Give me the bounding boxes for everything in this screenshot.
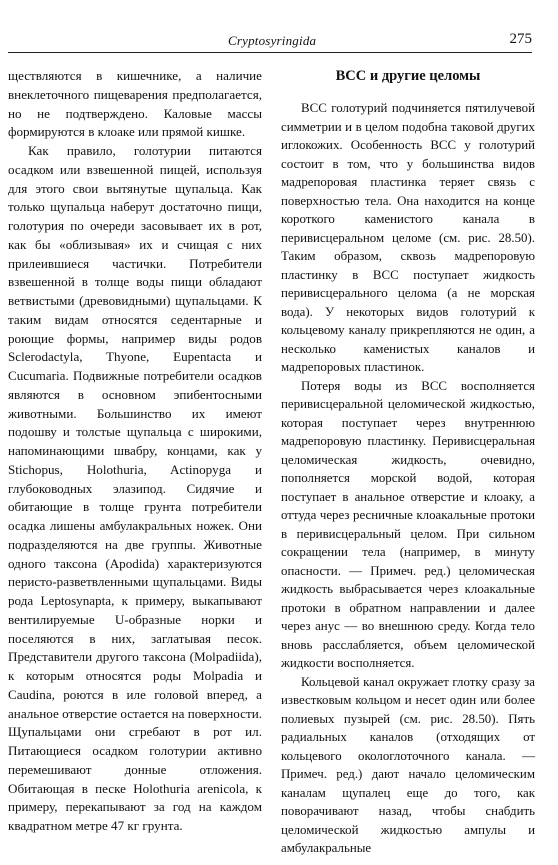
paragraph: Как правило, голотурии питаются осадком или взвешенной пищей, используя для этого свои вытянутые щупальца. Как только щупальца наберут достаточно пищи, голотурия по очереди засовывает их в рот, как бы «облизывая» их и счищая с них прилеившиеся частички. Потребители взвешенной в толще воды пищи обладают ветвистыми (древовидными) щупальцами. К таким видам относятся седентарные и роющие формы, например виды родов Sclerodactyla, Thyone, Eupentacta и Cucumaria. Подвижные потребители осадков являются в основном эпибентосными животными. Большинство их имеют подошву и толстые щупальца с широкими, напоминающими швабру, концами, как у Stichopus, Holothuria, Actinopyga и глубоководных элазипод. Сидячие и обитающие в толще грунта потребители осадка лишены амбулакральных ножек. Они подразделяются на две группы. Животные одного таксона (Apodida) характеризуются перисто-разветвленными щупальцами. Виды рода Leptosynapta, к примеру, выкапывают вентилируемые U-образные норки и поселяются в них, заглатывая песок. Представители другого таксона (Molpadiida), к которым относятся роды Molpadia и Caudina, роются в иле головой вперед, а анальное отверстие остается на поверхности. Щупальцами они сгребают в рот ил. Питающиеся осадком голотурии активно перемешивают донные отложения. Обитающая в песке Holothuria arenicola, к примеру, перекапывают за год на каждом квадратном метре 47 кг грунта. <box>8 143 262 833</box>
running-head <box>0 0 558 64</box>
page-number: 275 <box>509 31 532 47</box>
paragraph: Потеря воды из ВСС восполняется перивисцеральной целомической жидкостью, которая поступает через внутреннюю мадрепоровую пластинку. Перивисцеральная целомическая жидкость, очевидно, пополняется морской водой, которая поступает в анальное отверстие и клоаку, а оттуда через ресничные клоакальные протоки в перивисцеральный целом. При сильном сокращении тела (например, в минуту опасности. — Примеч. ред.) целомическая жидкость выбрасывается через клоакальные протоки в обратном направлении и далее через анус — во внешнюю среду. Когда тело вновь расслабляется, объем целомической жидкости восполняется. <box>281 378 535 670</box>
right-column <box>281 67 535 858</box>
header-rule <box>8 52 532 53</box>
section-heading: ВСС и другие целомы <box>335 68 481 84</box>
left-column <box>8 67 262 836</box>
paragraph: ществляются в кишечнике, а наличие внеклеточного пищеварения предполагается, но не подтверждено. Каловые массы формируются в клоаке или прямой кишке. <box>8 68 262 140</box>
paragraph: Кольцевой канал окружает глотку сразу за известковым кольцом и несет один или более полиевых пузырей (см. рис. 28.50). Пять радиальных каналов (отходящих от кольцевого окологлоточного канала. — Примеч. ред.) дают начало целомическим каналам щупалец еще до того, как поворачивают назад, чтобы снабдить целомической жидкостью ампулы и амбулакральные <box>281 674 535 855</box>
paragraph: ВСС голотурий подчиняется пятилучевой симметрии и в целом подобна таковой других иглокожих. Особенность ВСС у голотурий состоит в том, что у большинства видов мадрепоровая пластинка теряет связь с поверхностью тела. Она находится на конце короткого каменистого канала в перивисцеральном целоме (см. рис. 28.50). Таким образом, сквозь мадрепоровую пластинку в ВСС поступает жидкость перивисцерального целома (а не морская вода). У некоторых видов голотурий к кольцевому каналу прикрепляются не один, а несколько каменистых каналов и мадрепоровых пластинок. <box>281 101 535 374</box>
running-head-title: Cryptosyringida <box>228 33 317 48</box>
